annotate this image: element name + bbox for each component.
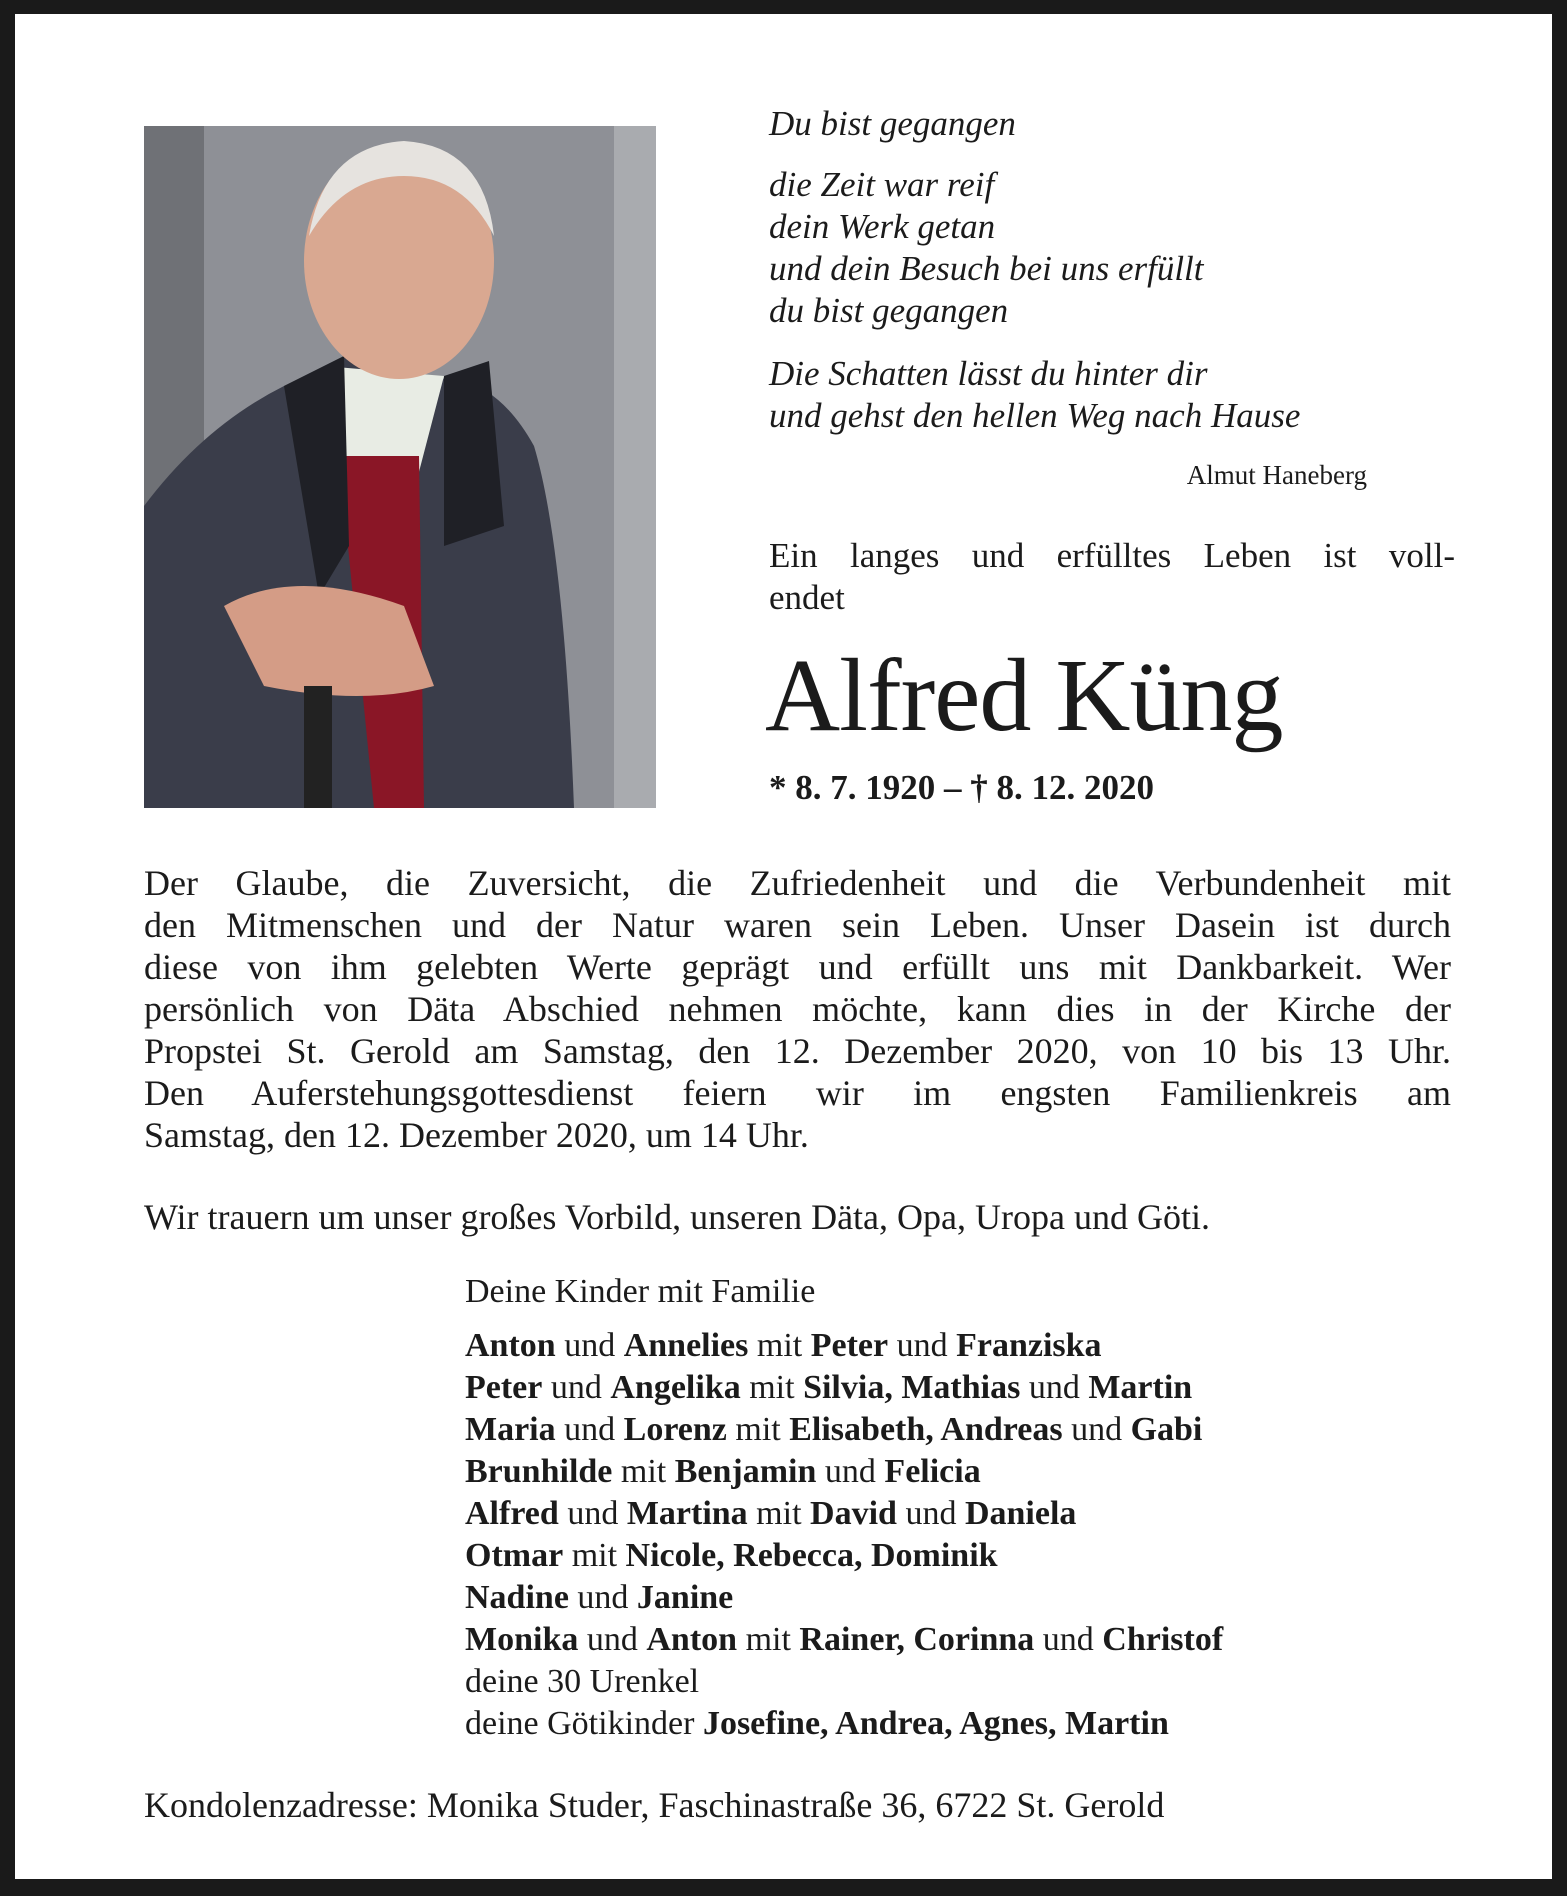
mourning-statement: Wir trauern um unser großes Vorbild, unseren Däta, Opa, Uropa und Göti. — [144, 1197, 1210, 1237]
connector-text: und — [1020, 1369, 1089, 1406]
family-member-name: Anton — [646, 1621, 738, 1658]
connector-text: mit — [748, 1327, 811, 1364]
poem-line: und gehst den hellen Weg nach Hause — [769, 396, 1301, 435]
connector-text: und — [542, 1369, 611, 1406]
body-line: Propstei St. Gerold am Samstag, den 12. Dezember 2020, von 10 bis 13 Uhr. — [144, 1031, 1451, 1071]
family-line — [465, 1703, 1223, 1745]
body-line: persönlich von Däta Abschied nehmen möchte, kann dies in der Kirche der — [144, 989, 1451, 1029]
family-line — [465, 1493, 1223, 1535]
connector-text: und — [1034, 1621, 1103, 1658]
connector-text: und — [555, 1327, 624, 1364]
family-member-name: Elisabeth, Andreas — [789, 1411, 1063, 1448]
poem-stanza-2 — [769, 164, 1204, 332]
family-line — [465, 1451, 1223, 1493]
poem-stanza-3 — [769, 353, 1300, 437]
family-member-name: Franziska — [956, 1327, 1102, 1364]
obituary-page — [15, 14, 1552, 1879]
connector-text: und — [578, 1621, 647, 1658]
family-member-name: Monika — [465, 1621, 579, 1658]
connector-text: deine 30 Urenkel — [465, 1663, 700, 1700]
family-member-name: David — [810, 1495, 897, 1532]
poem-line: Du bist gegangen — [769, 104, 1016, 143]
connector-text: und — [1062, 1411, 1131, 1448]
family-heading: Deine Kinder mit Familie — [465, 1273, 816, 1310]
family-member-name: Janine — [636, 1579, 734, 1616]
body-line: Der Glaube, die Zuversicht, die Zufriedenheit und die Verbundenheit mit — [144, 863, 1451, 903]
family-line — [465, 1535, 1223, 1577]
connector-text: mit — [747, 1495, 811, 1532]
poem-line: du bist gegangen — [769, 291, 1009, 330]
body-line: Den Auferstehungsgottesdienst feiern wir im engsten Familienkreis am — [144, 1073, 1451, 1113]
family-member-name: Benjamin — [674, 1453, 817, 1490]
connector-text: und — [816, 1453, 885, 1490]
connector-text: und — [888, 1327, 957, 1364]
connector-text: mit — [563, 1537, 626, 1574]
family-line — [465, 1367, 1223, 1409]
family-member-name: Brunhilde — [465, 1453, 613, 1490]
family-member-name: Lorenz — [623, 1411, 727, 1448]
family-member-name: Angelika — [610, 1369, 741, 1406]
body-line: diese von ihm gelebten Werte geprägt und erfüllt uns mit Dankbarkeit. Wer — [144, 947, 1451, 987]
poem-line: dein Werk getan — [769, 207, 996, 246]
family-member-name: Maria — [465, 1411, 556, 1448]
family-member-name: Alfred — [465, 1495, 559, 1532]
family-member-name: Peter — [465, 1369, 543, 1406]
deceased-name: Alfred Küng — [765, 638, 1283, 753]
poem-line: Die Schatten lässt du hinter dir — [769, 354, 1208, 393]
family-member-name: Annelies — [623, 1327, 749, 1364]
connector-text: deine Götikinder — [465, 1705, 703, 1742]
family-member-name: Nicole, Rebecca, Dominik — [625, 1537, 998, 1574]
portrait-photo — [144, 126, 656, 808]
family-member-name: Silvia, Mathias — [803, 1369, 1021, 1406]
family-line — [465, 1619, 1223, 1661]
poem-author: Almut Haneberg — [1186, 460, 1367, 490]
family-member-name: Peter — [810, 1327, 889, 1364]
connector-text: und — [555, 1411, 624, 1448]
connector-text: und — [896, 1495, 965, 1532]
family-list — [465, 1271, 1223, 1745]
family-line — [465, 1661, 1223, 1703]
family-line — [465, 1409, 1223, 1451]
family-member-name: Gabi — [1130, 1411, 1203, 1448]
connector-text: mit — [726, 1411, 790, 1448]
family-member-name: Anton — [465, 1327, 556, 1364]
family-member-name: Josefine, Andrea, Agnes, Martin — [702, 1705, 1169, 1742]
poem-line: und dein Besuch bei uns erfüllt — [769, 249, 1204, 288]
body-paragraph — [144, 862, 1451, 1156]
connector-text: mit — [612, 1453, 675, 1490]
intro-text — [769, 535, 1455, 619]
family-line — [465, 1325, 1223, 1367]
connector-text: und — [568, 1579, 637, 1616]
family-member-name: Christof — [1102, 1621, 1224, 1658]
family-member-name: Otmar — [465, 1537, 564, 1574]
poem-line: die Zeit war reif — [769, 165, 995, 204]
intro-line: endet — [769, 578, 845, 617]
family-member-name: Martina — [626, 1495, 748, 1532]
family-member-name: Felicia — [884, 1453, 981, 1490]
connector-text: mit — [740, 1369, 804, 1406]
family-member-name: Rainer, Corinna — [799, 1621, 1035, 1658]
life-dates: * 8. 7. 1920 – † 8. 12. 2020 — [769, 768, 1154, 807]
body-line: den Mitmenschen und der Natur waren sein Leben. Unser Dasein ist durch — [144, 905, 1451, 945]
family-member-name: Daniela — [964, 1495, 1077, 1532]
family-line — [465, 1577, 1223, 1619]
family-lines — [465, 1325, 1223, 1745]
family-member-name: Martin — [1088, 1369, 1193, 1406]
family-member-name: Nadine — [465, 1579, 569, 1616]
connector-text: mit — [737, 1621, 800, 1658]
connector-text: und — [558, 1495, 627, 1532]
condolence-address: Kondolenzadresse: Monika Studer, Faschinastraße 36, 6722 St. Gerold — [144, 1785, 1165, 1825]
body-line: Samstag, den 12. Dezember 2020, um 14 Uhr. — [144, 1115, 809, 1155]
intro-line: Ein langes und erfülltes Leben ist voll- — [769, 536, 1455, 575]
